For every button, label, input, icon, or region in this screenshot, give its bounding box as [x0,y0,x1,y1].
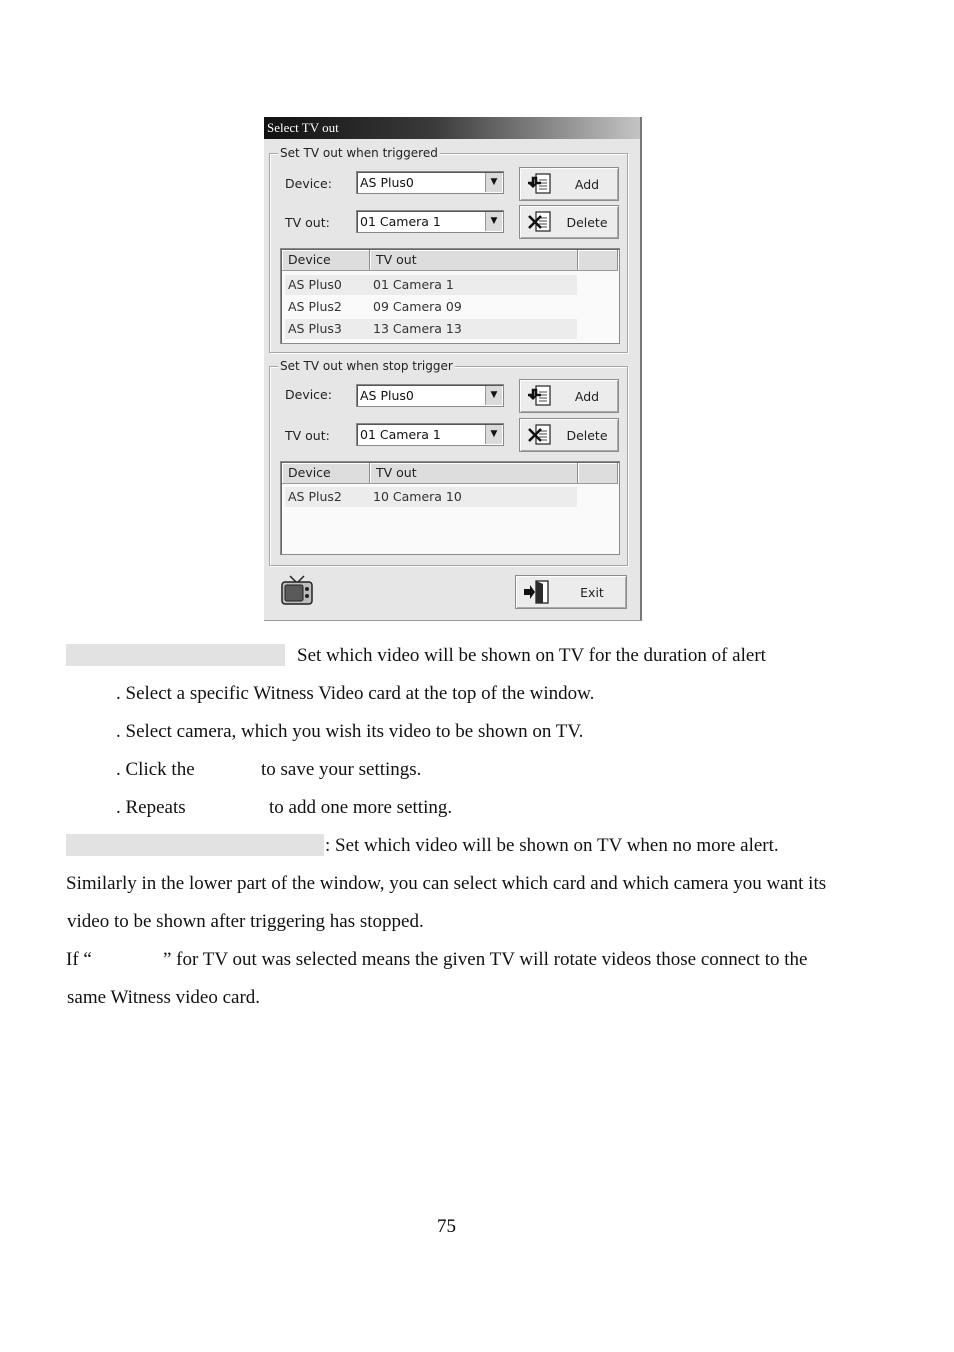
stop-delete-button[interactable] [519,418,619,452]
tvout-label: TV out: [285,428,330,443]
triggered-group-legend: Set TV out when triggered [280,146,438,160]
triggered-device-value: AS Plus0 [360,175,414,190]
triggered-device-select[interactable] [356,171,504,194]
column-header-device[interactable]: Device [282,463,370,483]
column-header-device[interactable]: Device [282,250,370,270]
chevron-down-icon[interactable]: ▼ [485,212,502,231]
row-tvout: 09 Camera 09 [373,299,462,314]
column-header-empty [578,250,618,270]
stop-trigger-list[interactable] [280,461,620,555]
chevron-down-icon[interactable]: ▼ [485,386,502,405]
row-device: AS Plus3 [288,321,342,336]
paragraph-text: video to be shown after triggering has stopped. [67,911,424,932]
step-text: to save your settings. [261,759,422,780]
stop-device-value: AS Plus0 [360,388,414,403]
dialog-title: Select TV out [264,117,640,139]
paragraph-text: Set which video will be shown on TV for the duration of alert [297,645,766,666]
stop-tvout-value: 01 Camera 1 [360,427,441,442]
stop-trigger-group [269,359,628,566]
exit-button[interactable] [515,575,627,609]
list-item[interactable] [285,275,577,295]
row-tvout: 01 Camera 1 [373,277,454,292]
triggered-list[interactable] [280,248,620,344]
delete-document-icon [527,423,555,447]
stop-group-legend: Set TV out when stop trigger [280,359,453,373]
row-tvout: 10 Camera 10 [373,489,462,504]
list-header [282,250,618,271]
triggered-tvout-select[interactable] [356,210,504,233]
row-device: AS Plus2 [288,299,342,314]
paragraph-text: ” for TV out was selected means the given TV will rotate videos those connect to the [163,949,808,970]
heading-highlight [66,644,285,666]
step-text: . Click the [116,759,195,780]
column-header-tvout[interactable]: TV out [370,250,578,270]
delete-label: Delete [566,428,608,443]
heading-highlight [66,834,324,856]
triggered-add-button[interactable] [519,167,619,201]
add-document-icon [527,384,555,408]
list-header [282,463,618,484]
triggered-delete-button[interactable] [519,205,619,239]
list-item[interactable] [285,297,577,317]
exit-label: Exit [580,585,604,600]
exit-door-icon [523,580,551,604]
delete-label: Delete [566,215,608,230]
list-item[interactable] [285,319,577,339]
row-device: AS Plus0 [288,277,342,292]
device-label: Device: [285,176,332,191]
step-text: . Select a specific Witness Video card at the top of the window. [116,683,595,704]
stop-device-select[interactable] [356,384,504,407]
chevron-down-icon[interactable]: ▼ [485,425,502,444]
row-tvout: 13 Camera 13 [373,321,462,336]
stop-tvout-select[interactable] [356,423,504,446]
triggered-tvout-value: 01 Camera 1 [360,214,441,229]
paragraph-text: Similarly in the lower part of the window, you can select which card and which camera you want its [66,873,827,894]
step-text: . Select camera, which you wish its video to be shown on TV. [116,721,584,742]
select-tv-out-dialog [264,117,642,621]
paragraph-text: If “ [66,949,92,970]
paragraph-text: same Witness video card. [67,987,261,1008]
step-text: . Repeats [116,797,186,818]
add-label: Add [574,177,600,192]
add-document-icon [527,172,555,196]
stop-add-button[interactable] [519,379,619,413]
column-header-tvout[interactable]: TV out [370,463,578,483]
page-number: 75 [437,1216,456,1237]
row-device: AS Plus2 [288,489,342,504]
triggered-group [269,146,628,353]
delete-document-icon [527,210,555,234]
add-label: Add [574,389,600,404]
tv-icon [280,574,314,606]
tvout-label: TV out: [285,215,330,230]
paragraph-text: : Set which video will be shown on TV when no more alert. [325,835,779,856]
dialog-footer [264,572,640,618]
device-label: Device: [285,387,332,402]
chevron-down-icon[interactable]: ▼ [485,173,502,192]
column-header-empty [578,463,618,483]
step-text: to add one more setting. [269,797,453,818]
list-item[interactable] [285,487,577,507]
